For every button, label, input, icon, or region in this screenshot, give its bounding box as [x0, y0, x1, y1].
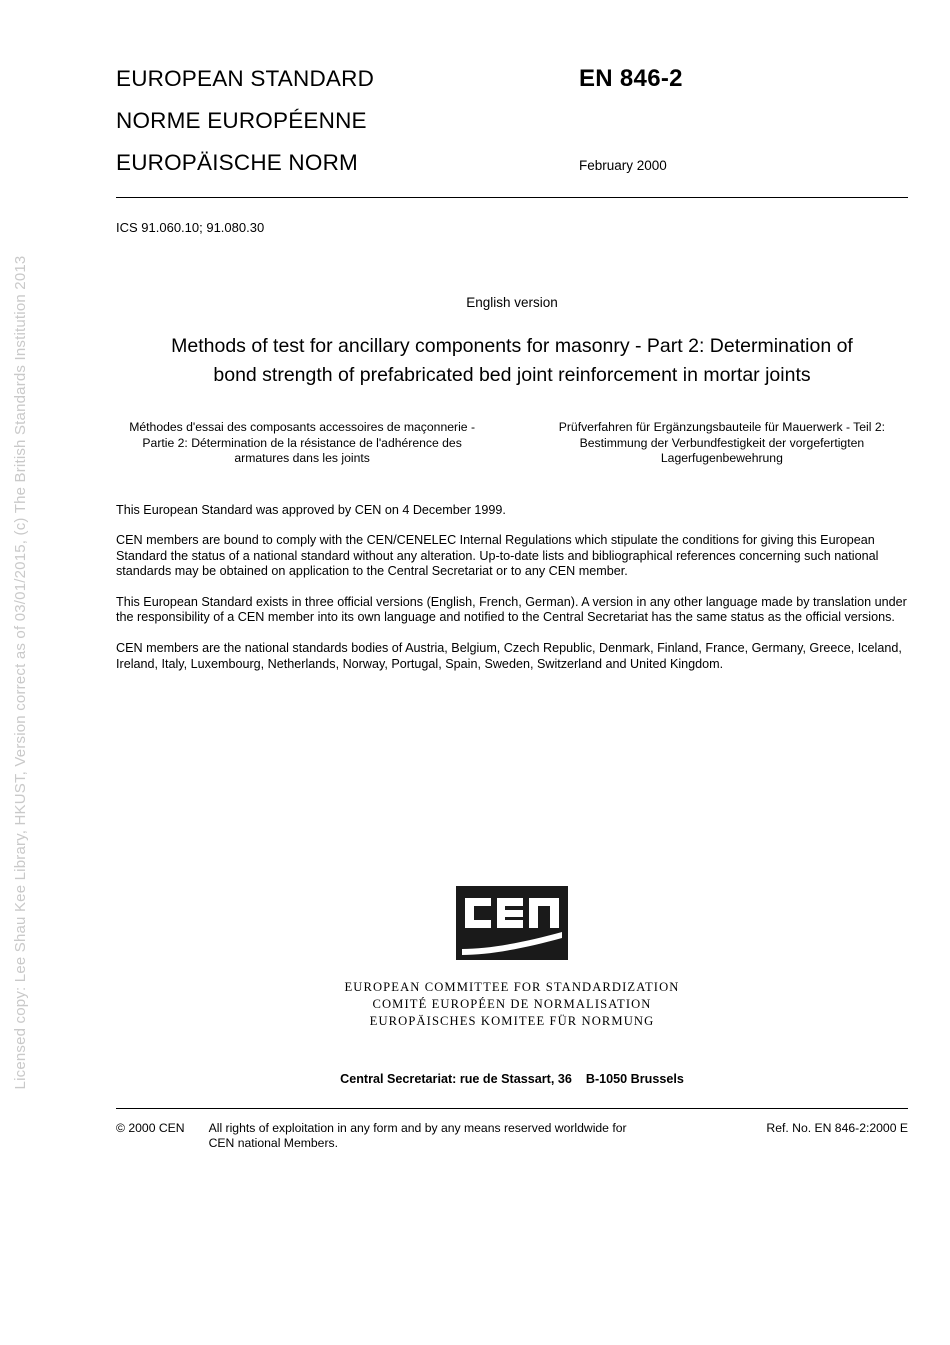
standard-line-de: EUROPÄISCHE NORM: [116, 150, 358, 175]
header-divider: [116, 197, 908, 198]
header-right: [546, 58, 906, 187]
copyright-notice: © 2000 CEN: [116, 1121, 185, 1136]
document-footer: [116, 1121, 908, 1151]
reference-number: Ref. No. EN 846-2:2000 E: [766, 1121, 908, 1136]
secretariat-label: Central Secretariat: rue de Stassart, 36: [340, 1072, 572, 1087]
standard-title-lines: [116, 58, 546, 184]
standard-number: EN 846-2: [579, 65, 683, 92]
title-german: Prüfverfahren für Ergänzungsbauteile für Mauerwerk - Teil 2: Bestimmung der Verbundfestigkeit der vorgefertigten Lagerfugenbewehrung: [558, 420, 886, 465]
secretariat-address: B-1050 Brussels: [585, 1072, 684, 1087]
standard-number-wrap: [546, 58, 906, 103]
paragraph-members-obligations: CEN members are bound to comply with the CEN/CENELEC Internal Regulations which stipulate the conditions for giving this European Standard the status of a national standard without any alteration. Up-to-date lists and bibliographical references concerning such national standards may be obtained on application to the Central Secretariat or to any CEN member.: [116, 533, 879, 579]
publication-date: February 2000: [579, 158, 667, 173]
page-content: [116, 0, 908, 1151]
cen-logo-area: [116, 886, 908, 1030]
title-translations: [116, 420, 908, 467]
rights-notice: All rights of exploitation in any form and by any means reserved worldwide for CEN national Members.: [208, 1121, 627, 1151]
licence-watermark: Licensed copy: Lee Shau Kee Library, HKUST, Version correct as of 03/01/2015, (c) The British Standards Institution 2013: [11, 255, 29, 1090]
ics-codes: ICS 91.060.10; 91.080.30: [116, 220, 265, 235]
standard-line-en: EUROPEAN STANDARD: [116, 66, 375, 91]
standard-line-fr: NORME EUROPÉENNE: [116, 108, 367, 133]
header-row: [116, 58, 908, 187]
cen-name-en: EUROPEAN COMMITTEE FOR STANDARDIZATION: [344, 980, 680, 995]
footer-divider: [116, 1108, 908, 1109]
paragraph-member-bodies: CEN members are the national standards bodies of Austria, Belgium, Czech Republic, Denmark, Finland, France, Germany, Greece, Iceland, Ireland, Italy, Luxembourg, Netherlands, Norway, Portugal, Spain, Sweden, Switzerland and United Kingdom.: [116, 641, 902, 671]
paragraph-official-versions: This European Standard exists in three official versions (English, French, German). A version in any other language made by translation under the responsibility of a CEN member into its own language and notified to the Central Secretariat has the same status as the official versions.: [116, 594, 907, 625]
cen-full-names: [116, 979, 908, 1030]
approval-paragraphs: [116, 503, 908, 673]
cen-name-de: EUROPÄISCHES KOMITEE FÜR NORMUNG: [369, 1014, 655, 1029]
title-french: Méthodes d'essai des composants accessoires de maçonnerie - Partie 2: Détermination de la résistance de l'adhérence des armatures dans les joints: [129, 420, 476, 465]
cen-name-fr: COMITÉ EUROPÉEN DE NORMALISATION: [372, 997, 652, 1012]
cen-logo-icon: [456, 886, 568, 960]
version-label: English version: [466, 295, 558, 310]
central-secretariat: [116, 1072, 908, 1086]
paragraph-approval: This European Standard was approved by CEN on 4 December 1999.: [116, 502, 506, 517]
page-title: Methods of test for ancillary components for masonry - Part 2: Determination of bond strength of prefabricated bed joint reinforcement in mortar joints: [171, 335, 853, 386]
footer-left: [116, 1121, 639, 1151]
document-header: [116, 0, 908, 198]
